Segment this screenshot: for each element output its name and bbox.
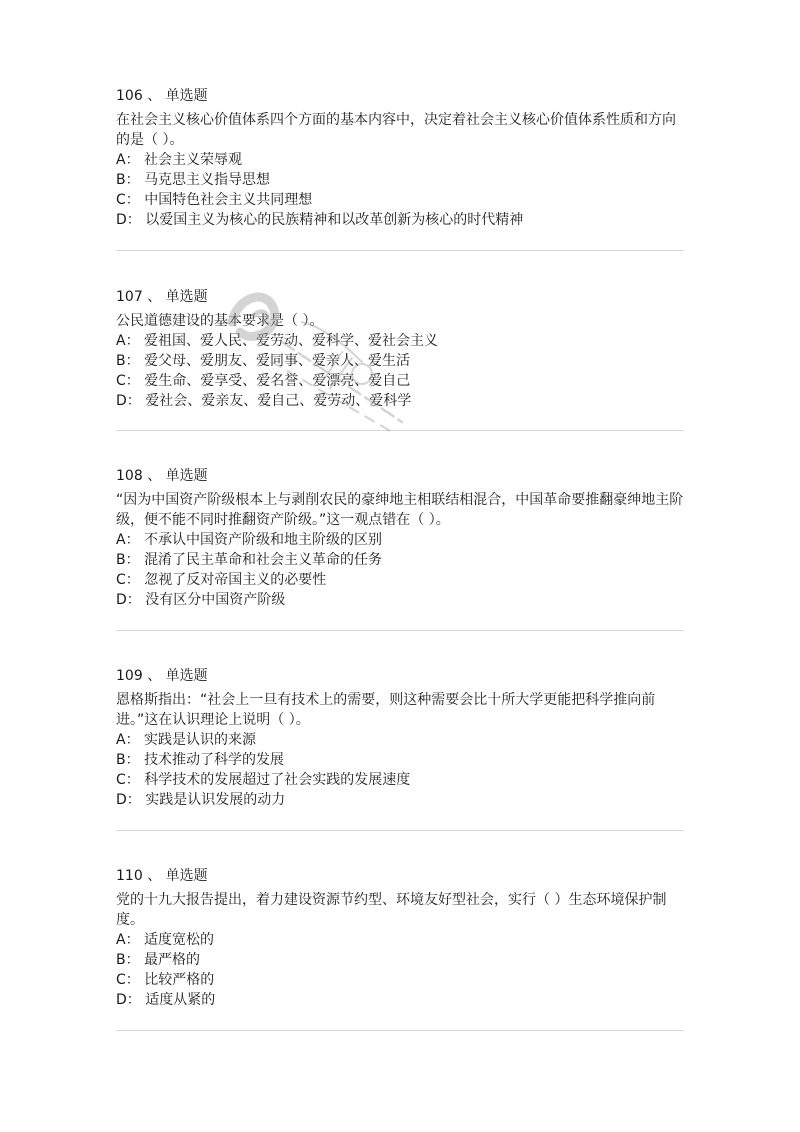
question-type: 单选题 xyxy=(165,868,208,884)
option-c[interactable] xyxy=(116,970,686,990)
option-letter: C： xyxy=(116,572,140,588)
option-text: 爱祖国、爱人民、爱劳动、爱科学、爱社会主义 xyxy=(144,333,439,349)
question-divider xyxy=(116,430,684,431)
question-separator: 、 xyxy=(147,868,162,884)
option-letter: A： xyxy=(116,152,140,168)
option-c[interactable] xyxy=(116,770,686,790)
option-b[interactable] xyxy=(116,351,686,371)
question-108 xyxy=(116,466,686,610)
option-letter: B： xyxy=(116,353,140,369)
option-letter: B： xyxy=(116,952,140,968)
option-letter: D： xyxy=(116,792,141,808)
option-d[interactable] xyxy=(116,990,686,1010)
question-stem: 恩格斯指出：“社会上一旦有技术上的需要，则这种需要会比十所大学更能把科学推向前进。”这在认识理论上说明（ ）。 xyxy=(116,692,656,728)
question-separator: 、 xyxy=(147,668,162,684)
option-text: 实践是认识发展的动力 xyxy=(145,792,286,808)
question-header xyxy=(116,287,686,307)
option-letter: C： xyxy=(116,772,140,788)
question-header xyxy=(116,866,686,886)
question-divider xyxy=(116,630,684,631)
option-letter: B： xyxy=(116,752,140,768)
option-d[interactable] xyxy=(116,210,686,230)
option-text: 没有区分中国资产阶级 xyxy=(145,592,286,608)
option-letter: B： xyxy=(116,552,140,568)
question-stem: 公民道德建设的基本要求是（ ）。 xyxy=(116,313,324,329)
question-stem: 党的十九大报告提出，着力建设资源节约型、环境友好型社会，实行（ ）生态环境保护制度。 xyxy=(116,892,667,928)
option-text: 社会主义荣辱观 xyxy=(144,152,243,168)
option-text: 实践是认识的来源 xyxy=(144,732,257,748)
question-number: 109 xyxy=(116,668,143,684)
question-header xyxy=(116,666,686,686)
question-number: 108 xyxy=(116,468,143,484)
option-letter: C： xyxy=(116,972,140,988)
option-a[interactable] xyxy=(116,150,686,170)
question-header xyxy=(116,86,686,106)
option-b[interactable] xyxy=(116,750,686,770)
option-d[interactable] xyxy=(116,391,686,411)
question-header xyxy=(116,466,686,486)
option-text: 以爱国主义为核心的民族精神和以改革创新为核心的时代精神 xyxy=(145,212,524,228)
option-letter: C： xyxy=(116,192,140,208)
option-a[interactable] xyxy=(116,930,686,950)
option-letter: D： xyxy=(116,992,141,1008)
question-type: 单选题 xyxy=(165,468,208,484)
option-letter: A： xyxy=(116,333,140,349)
option-letter: D： xyxy=(116,592,141,608)
option-c[interactable] xyxy=(116,570,686,590)
option-letter: D： xyxy=(116,212,141,228)
option-text: 爱父母、爱朋友、爱同事、爱亲人、爱生活 xyxy=(144,353,411,369)
question-number: 106 xyxy=(116,88,143,104)
option-c[interactable] xyxy=(116,371,686,391)
option-letter: D： xyxy=(116,393,141,409)
option-text: 比较严格的 xyxy=(144,972,215,988)
option-text: 中国特色社会主义共同理想 xyxy=(144,192,313,208)
question-stem: “因为中国资产阶级根本上与剥削农民的豪绅地主相联结相混合，中国革命要推翻豪绅地主阶级，便不能不同时推翻资产阶级。”这一观点错在（ ）。 xyxy=(116,492,684,528)
option-b[interactable] xyxy=(116,550,686,570)
option-b[interactable] xyxy=(116,950,686,970)
option-a[interactable] xyxy=(116,331,686,351)
option-text: 混淆了民主革命和社会主义革命的任务 xyxy=(144,552,383,568)
question-type: 单选题 xyxy=(165,289,208,305)
question-divider xyxy=(116,1030,684,1031)
question-separator: 、 xyxy=(147,88,162,104)
option-letter: C： xyxy=(116,373,140,389)
option-text: 适度宽松的 xyxy=(144,932,215,948)
option-letter: B： xyxy=(116,172,140,188)
question-type: 单选题 xyxy=(165,88,208,104)
option-text: 爱社会、爱亲友、爱自己、爱劳动、爱科学 xyxy=(145,393,412,409)
option-text: 科学技术的发展超过了社会实践的发展速度 xyxy=(144,772,411,788)
option-text: 不承认中国资产阶级和地主阶级的区别 xyxy=(144,532,383,548)
question-109 xyxy=(116,666,686,810)
option-a[interactable] xyxy=(116,730,686,750)
option-text: 马克思主义指导思想 xyxy=(144,172,271,188)
question-stem: 在社会主义核心价值体系四个方面的基本内容中，决定着社会主义核心价值体系性质和方向的是（ ）。 xyxy=(116,112,676,148)
option-text: 最严格的 xyxy=(144,952,201,968)
question-110 xyxy=(116,866,686,1010)
question-divider xyxy=(116,830,684,831)
option-text: 爱生命、爱享受、爱名誉、爱漂亮、爱自己 xyxy=(144,373,411,389)
question-106 xyxy=(116,86,686,230)
option-c[interactable] xyxy=(116,190,686,210)
question-separator: 、 xyxy=(147,468,162,484)
question-separator: 、 xyxy=(147,289,162,305)
option-b[interactable] xyxy=(116,170,686,190)
option-d[interactable] xyxy=(116,790,686,810)
option-text: 技术推动了科学的发展 xyxy=(144,752,285,768)
question-type: 单选题 xyxy=(165,668,208,684)
option-text: 忽视了反对帝国主义的必要性 xyxy=(144,572,327,588)
question-107 xyxy=(116,287,686,411)
option-letter: A： xyxy=(116,732,140,748)
question-divider xyxy=(116,250,684,251)
question-number: 107 xyxy=(116,289,143,305)
option-d[interactable] xyxy=(116,590,686,610)
option-letter: A： xyxy=(116,932,140,948)
option-text: 适度从紧的 xyxy=(145,992,216,1008)
question-number: 110 xyxy=(116,868,143,884)
option-letter: A： xyxy=(116,532,140,548)
option-a[interactable] xyxy=(116,530,686,550)
